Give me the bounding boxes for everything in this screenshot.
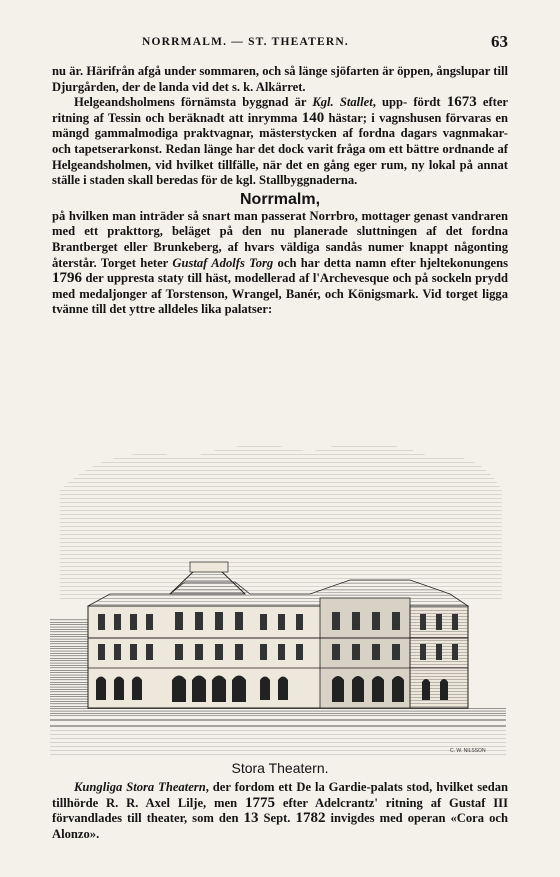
- page-number: 63: [491, 32, 508, 51]
- illustration-caption: Stora Theatern.: [231, 760, 329, 776]
- text-run: och har detta namn efter hjeltekonungens: [273, 255, 508, 270]
- paragraph-norrmalm: [52, 209, 508, 318]
- text-run: efter ritning af Tessin och beräknadt att inrymma: [52, 95, 509, 125]
- text-line: är öppen, ångslupar till Djurgården, der de landa vid det s. k.: [52, 64, 508, 94]
- text-line: nu är. Härifrån afgå under sommaren, och så länge sjöfarten: [52, 64, 379, 78]
- year: 1775: [245, 794, 275, 811]
- running-header: [52, 34, 508, 54]
- section-heading: Norrmalm,: [239, 190, 321, 208]
- text-run: der uppresta staty till häst, modellerad af l'Archevesque och på sockeln prydd med medaljonger af Torstenson, Wrangel, Banér, och Königsmark. Vid torget ligga tvänne till det yttre alldeles lika palatser:: [52, 271, 508, 317]
- text-run: invigdes med operan «Cora och Alonzo».: [52, 811, 508, 841]
- text-run: fördt: [413, 95, 447, 110]
- year: 1782: [295, 810, 326, 827]
- italic-text: Kungliga Stora Theatern: [74, 780, 206, 794]
- paragraph-continuation: [52, 64, 508, 95]
- engraver-signature: C. W. NILSSON: [450, 748, 486, 754]
- text-run: efter Adelcrantz' ritning af Gustaf III förvandlades till theater, som den: [52, 795, 508, 826]
- italic-text: Gustaf Adolfs Torg: [172, 255, 274, 270]
- text-run: Helgeandsholmens förnämsta byggnad är: [74, 95, 313, 110]
- year: 1796: [52, 270, 82, 287]
- paragraph-helgeandsholmen: [52, 95, 508, 189]
- year: 1673: [446, 94, 477, 111]
- text-run: på hvilken man inträder så snart man passerat Norrbro, mottager genast vandraren med ett prakttorg, beläget på den nu planerade sluttningen af det fordna Brantberget eller Brunkeberg, af hvars väldiga sandås numer knappt någonting återstår. Torget heter: [52, 208, 508, 270]
- running-title: NORRMALM. — ST. THEATERN.: [142, 36, 349, 48]
- main-text: [52, 64, 508, 318]
- number: 13: [243, 810, 259, 827]
- text-run: , der fordom ett De la Gardie-palats stod, hvilket sedan tillhörde R. R. Axel Lilje, men: [52, 780, 509, 810]
- text-line: Alkärret.: [255, 79, 306, 94]
- text-run: , upp-: [372, 95, 408, 110]
- text-run: hästar; i vagnshusen förvaras en mängd gammalmodiga praktvagnar, mästerstycken af fordna dagars vagnmakar- och tapetserarkonst. Redan länge har det dock varit fråga om ett bättre ordnande af Helgeandsholmen, vid hvilket tillfälle, när det en gång eger rum, ny lokal på annat ställe i staden skall beredas för de kgl. Stallbyggnaderna.: [52, 110, 508, 188]
- paragraph-stora-theatern: [52, 780, 508, 842]
- italic-text: Kgl. Stallet: [312, 95, 373, 110]
- theater-illustration: [50, 430, 506, 760]
- text-run: Sept.: [258, 811, 296, 826]
- number: 140: [301, 109, 325, 126]
